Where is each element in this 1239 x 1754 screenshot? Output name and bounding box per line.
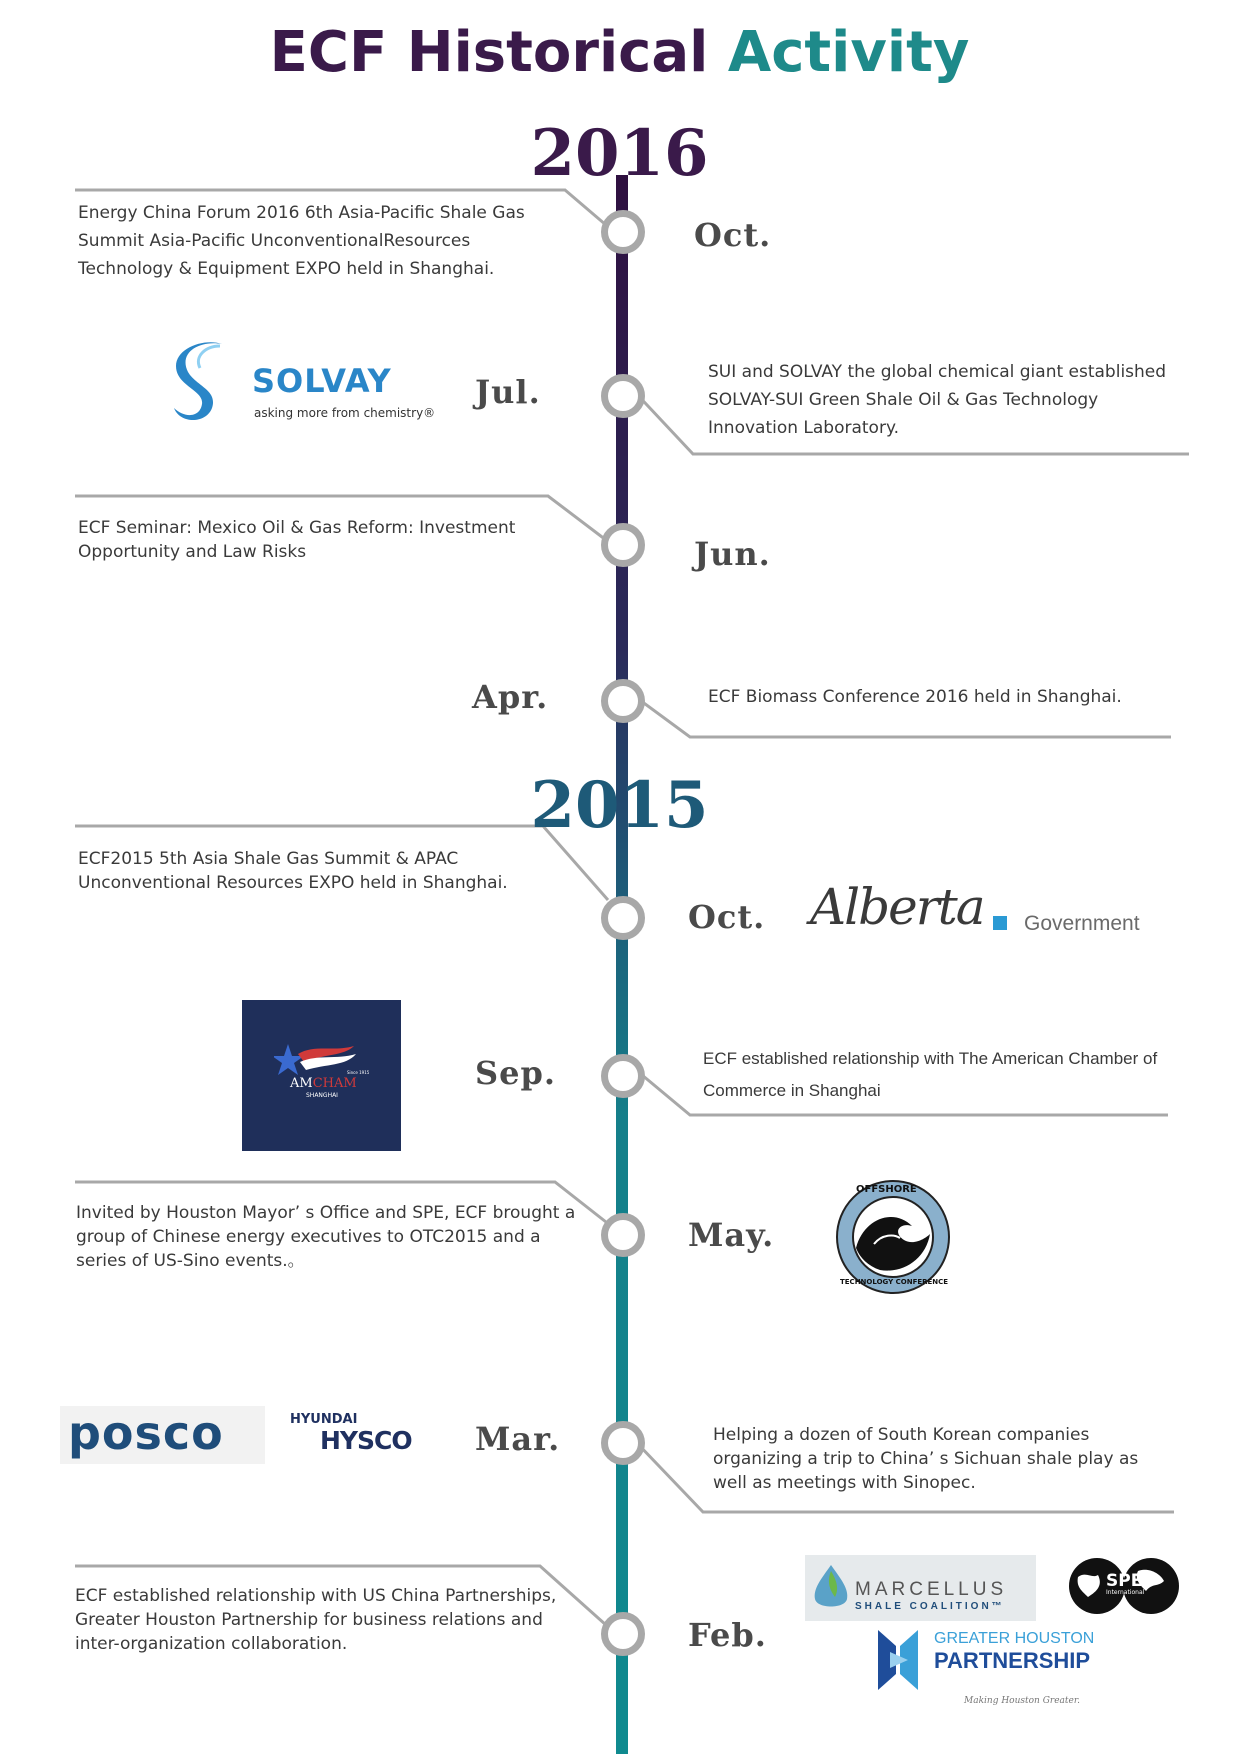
ghp-tagline: Making Houston Greater. (964, 1696, 1081, 1706)
node-feb2015 (601, 1612, 645, 1656)
hysco-top: HYUNDAI (290, 1412, 358, 1427)
title-word-historical: Historical (406, 20, 709, 85)
alberta-script: Alberta (810, 878, 984, 936)
spe-name: SPE (1106, 1571, 1143, 1591)
hysco-bottom: HYSCO (320, 1426, 412, 1455)
ghp-bottom: PARTNERSHIP (934, 1648, 1091, 1673)
event-text-jun2016: ECF Seminar: Mexico Oil & Gas Reform: Investment Opportunity and Law Risks (78, 518, 516, 562)
month-feb2015: Feb. (688, 1616, 767, 1654)
spe-logo (1068, 1557, 1180, 1615)
month-apr2016: Apr. (472, 678, 549, 716)
month-may2015: May. (688, 1216, 775, 1254)
event-text-mar2015: Helping a dozen of South Korean companies organizing a trip to China’ s Sichuan shale play as well as meetings with Sinopec. (713, 1425, 1139, 1493)
solvay-name: SOLVAY (252, 362, 392, 400)
ghp-top: GREATER HOUSTON (934, 1630, 1095, 1647)
posco-name: posco (68, 1406, 224, 1460)
amcham-wordmark (290, 1076, 357, 1091)
node-mar2015 (601, 1421, 645, 1465)
node-oct2015 (601, 896, 645, 940)
month-sep2015: Sep. (475, 1054, 556, 1092)
greater-houston-partnership-logo (878, 1626, 1118, 1710)
event-text-jul2016: SUI and SOLVAY the global chemical giant established SOLVAY-SUI Green Shale Oil & Gas Technology Innovation Laboratory. (708, 362, 1167, 438)
month-oct2015: Oct. (688, 898, 766, 936)
year-2015: 2015 (530, 768, 709, 843)
month-oct2016: Oct. (694, 216, 772, 254)
spe-sub: International (1106, 1589, 1145, 1596)
otc-top-text: OFFSHORE (856, 1184, 917, 1195)
solvay-logo (170, 338, 440, 430)
event-text-apr2016: ECF Biomass Conference 2016 held in Shanghai. (708, 687, 1122, 707)
month-mar2015: Mar. (475, 1420, 561, 1458)
node-jul2016 (601, 374, 645, 418)
hyundai-hysco-logo (290, 1412, 430, 1462)
node-may2015 (601, 1213, 645, 1257)
otc-bottom-text: TECHNOLOGY CONFERENCE (840, 1278, 949, 1286)
node-apr2016 (601, 679, 645, 723)
amcham-am: AM (290, 1076, 313, 1091)
month-jun2016: Jun. (694, 535, 771, 573)
event-text-sep2015: ECF established relationship with The American Chamber of Commerce in Shanghai (703, 1049, 1158, 1100)
marcellus-logo (805, 1555, 1036, 1621)
alberta-government-word: Government (1024, 912, 1140, 935)
amcham-shanghai-logo (242, 1000, 401, 1151)
event-text-feb2015: ECF established relationship with US China Partnerships, Greater Houston Partnership for business relations and inter-organization collaboration. (75, 1586, 557, 1654)
marcellus-name: MARCELLUS (855, 1579, 1008, 1600)
ghp-mark-icon (878, 1630, 920, 1690)
amcham-city: SHANGHAI (306, 1092, 338, 1099)
title-word-activity: Activity (727, 20, 970, 85)
otc-logo (834, 1178, 952, 1296)
event-text-oct2016: Energy China Forum 2016 6th Asia-Pacific Shale Gas Summit Asia-Pacific UnconventionalResources Technology & Equipment EXPO held in Shanghai. (78, 203, 525, 279)
node-jun2016 (601, 523, 645, 567)
month-jul2016: Jul. (475, 373, 541, 411)
event-text-oct2015: ECF2015 5th Asia Shale Gas Summit & APAC Unconventional Resources EXPO held in Shanghai. (78, 849, 508, 893)
marcellus-sub: SHALE COALITION™ (855, 1601, 1005, 1612)
solvay-swirl-icon (170, 338, 234, 428)
marcellus-drop-icon (811, 1563, 851, 1613)
alberta-government-logo (810, 878, 1160, 948)
alberta-square-icon (993, 916, 1007, 930)
title-word-ecf: ECF (269, 20, 388, 85)
year-2016: 2016 (530, 116, 709, 191)
node-sep2015 (601, 1054, 645, 1098)
node-oct2016 (601, 210, 645, 254)
solvay-tagline: asking more from chemistry® (254, 406, 436, 420)
posco-logo (60, 1406, 265, 1464)
amcham-cham: CHAM (312, 1076, 357, 1091)
amcham-since: Since 1915 (347, 1070, 370, 1075)
event-text-may2015: Invited by Houston Mayor’ s Office and SPE, ECF brought a group of Chinese energy executives to OTC2015 and a series of US-Sino events.。 (76, 1203, 576, 1271)
